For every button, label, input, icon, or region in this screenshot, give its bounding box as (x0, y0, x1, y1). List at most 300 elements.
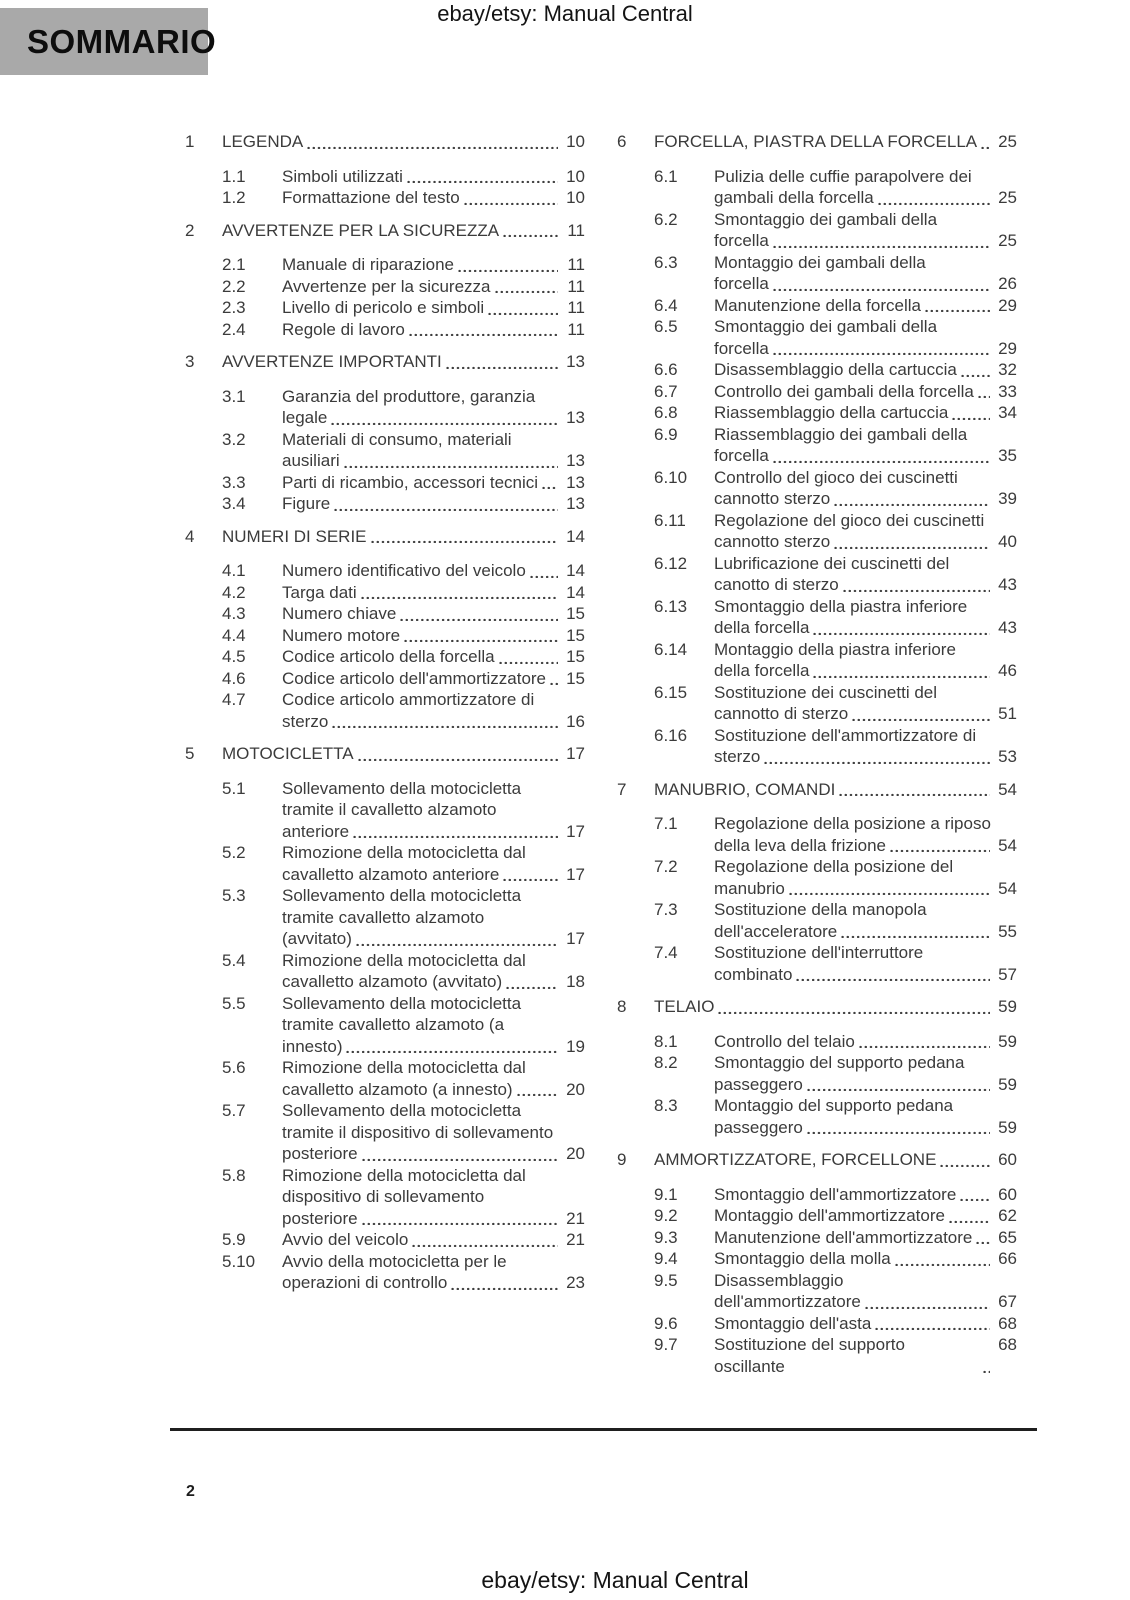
toc-entry-title (282, 1165, 585, 1230)
toc-entry-page: 40 (998, 532, 1017, 551)
toc-title-line: dispositivo di sollevamento (282, 1187, 485, 1206)
toc-entry-page: 33 (998, 381, 1017, 401)
toc-entry-number: 6.16 (654, 725, 688, 745)
toc-chapter-page: 60 (998, 1150, 1017, 1169)
toc-entry[interactable] (185, 297, 585, 319)
dot-leader (894, 1262, 990, 1266)
toc-entry-number: 5.7 (222, 1101, 246, 1120)
dot-leader (450, 1286, 558, 1290)
toc-title-text: Codice articolo della forcella (282, 647, 495, 666)
toc-entry-title (282, 646, 585, 668)
toc-entry-number: 8.1 (654, 1031, 678, 1051)
toc-entry[interactable] (617, 899, 1017, 942)
dot-leader (959, 1197, 990, 1201)
toc-entry[interactable] (617, 596, 1017, 639)
toc-entry[interactable] (617, 856, 1017, 899)
toc-entry-page: 55 (998, 921, 1017, 941)
toc-entry[interactable] (617, 424, 1017, 467)
toc-entry-number: 2.3 (222, 298, 246, 317)
dot-leader (541, 485, 558, 489)
toc-entry-page: 11 (567, 319, 585, 339)
toc-entry[interactable] (185, 429, 585, 472)
toc-title-lastline (714, 1117, 1017, 1139)
toc-entry[interactable] (185, 166, 585, 188)
dot-leader (939, 1163, 990, 1167)
dot-leader (858, 1044, 990, 1048)
toc-entry-title (714, 381, 1017, 403)
toc-entry[interactable] (617, 1227, 1017, 1249)
toc-title-text: forcella (714, 338, 769, 358)
toc-title-lastline (714, 295, 1017, 317)
toc-chapter-page: 13 (566, 352, 585, 371)
toc-entry-page: 57 (998, 964, 1017, 984)
toc-title-lastline (714, 531, 1017, 553)
toc-title-line: Disassemblaggio (714, 1270, 844, 1290)
toc-entry[interactable] (185, 472, 585, 494)
toc-entry-title (282, 254, 585, 276)
toc-title-text: ausiliari (282, 451, 340, 470)
toc-entry-number: 6.5 (654, 317, 678, 336)
toc-title-line: Regolazione della posizione a riposo (714, 814, 991, 833)
toc-chapter[interactable] (617, 1149, 1017, 1171)
toc-entry-title (282, 603, 585, 625)
toc-chapter[interactable] (185, 220, 585, 242)
toc-entry-number: 5.2 (222, 843, 246, 862)
toc-title-text: Disassemblaggio della cartuccia (714, 360, 957, 379)
toc-title-lastline (714, 187, 1017, 209)
toc-entry[interactable] (617, 553, 1017, 596)
toc-entry-title (282, 1251, 585, 1294)
toc-chapter[interactable] (185, 351, 585, 373)
toc-entry-title (714, 682, 1017, 725)
toc-title-lastline (714, 1031, 1017, 1053)
toc-title-line: Sollevamento della motocicletta (282, 886, 522, 905)
toc-title-text: AMMORTIZZATORE, FORCELLONE (654, 1150, 937, 1169)
dot-leader (408, 332, 558, 336)
toc-chapter-page: 14 (566, 526, 585, 546)
toc-chapter-page: 11 (567, 220, 585, 240)
toc-entry-title (282, 1057, 585, 1100)
toc-entry[interactable] (185, 1057, 585, 1100)
toc-title-text: NUMERI DI SERIE (222, 526, 367, 546)
toc-title-lastline (714, 1334, 1017, 1377)
toc-title-lastline (282, 450, 585, 472)
toc-entry-number: 2.1 (222, 255, 246, 274)
dot-leader (806, 1130, 990, 1134)
toc-title-text: anteriore (282, 821, 350, 841)
toc-title-lastline (714, 660, 1017, 682)
toc-entry[interactable] (617, 942, 1017, 985)
toc-entry-number: 2.2 (222, 276, 246, 296)
toc-entry-page: 17 (566, 929, 585, 948)
dot-leader (361, 1221, 558, 1225)
toc-entry[interactable] (617, 359, 1017, 381)
toc-title-line: Sollevamento della motocicletta (282, 1101, 522, 1120)
toc-title-lastline (714, 1291, 1017, 1313)
toc-chapter-number: 3 (185, 352, 195, 371)
toc-entry[interactable] (617, 639, 1017, 682)
toc-title-line: Rimozione della motocicletta dal (282, 1058, 526, 1077)
toc-entry-title (282, 842, 585, 885)
toc-entry-number: 5.8 (222, 1165, 246, 1185)
toc-entry-page: 13 (566, 451, 585, 470)
toc-entry-page: 20 (566, 1079, 585, 1099)
toc-entry-title (714, 1031, 1017, 1053)
toc-entry-number: 1.2 (222, 188, 246, 207)
toc-entry-page: 62 (998, 1206, 1017, 1225)
dot-leader (982, 1369, 990, 1373)
toc-entry-number: 9.6 (654, 1313, 678, 1333)
toc-title-text: FORCELLA, PIASTRA DELLA FORCELLA (654, 132, 978, 151)
toc-entry[interactable] (185, 493, 585, 515)
toc-title-line: Regolazione del gioco dei cuscinetti (714, 510, 985, 530)
toc-title-lastline (714, 746, 1017, 768)
toc-title-lastline (714, 617, 1017, 639)
toc-title-lastline (282, 407, 585, 429)
toc-entry-page: 14 (566, 561, 585, 580)
dot-leader (874, 1326, 990, 1330)
toc-title-line: Sostituzione dei cuscinetti del (714, 682, 938, 702)
toc-title-text: Numero identificativo del veicolo (282, 561, 526, 580)
toc-title-lastline (282, 603, 585, 625)
toc-entry-page: 17 (566, 821, 585, 841)
toc-entry[interactable] (617, 813, 1017, 856)
toc-entry-page: 35 (998, 446, 1017, 465)
dot-leader (838, 792, 990, 796)
toc-entry[interactable] (617, 682, 1017, 725)
toc-entry[interactable] (185, 885, 585, 950)
dot-leader (505, 985, 558, 989)
toc-entry-page: 11 (567, 255, 585, 274)
toc-title-line: Materiali di consumo, materiali (282, 429, 512, 449)
toc-title-text: Targa dati (282, 582, 357, 602)
toc-entry-number: 5.6 (222, 1058, 246, 1077)
dot-leader (549, 681, 558, 685)
toc-entry[interactable] (617, 402, 1017, 424)
toc-title-lastline (714, 1184, 1017, 1206)
toc-title-lastline (714, 1313, 1017, 1335)
toc-entry-number: 7.4 (654, 943, 678, 962)
toc-chapter-page: 54 (998, 779, 1017, 799)
toc-entry-title (714, 899, 1017, 942)
toc-entry-number: 4.7 (222, 690, 246, 709)
toc-entry-number: 6.15 (654, 682, 688, 702)
toc-title-line: Sostituzione dell'ammortizzatore di (714, 725, 977, 745)
toc-column-right (617, 131, 1017, 1377)
toc-title-lastline (222, 526, 585, 548)
toc-entry-page: 11 (567, 276, 585, 296)
toc-entry[interactable] (617, 1270, 1017, 1313)
toc-title-text: Simboli utilizzati (282, 166, 403, 186)
toc-entry-page: 29 (998, 338, 1017, 358)
toc-chapter-title (654, 1149, 1017, 1171)
toc-entry[interactable] (185, 778, 585, 843)
toc-entry-page: 60 (998, 1184, 1017, 1204)
toc-entry-title (714, 856, 1017, 899)
toc-entry[interactable] (617, 166, 1017, 209)
toc-title-text: AVVERTENZE IMPORTANTI (222, 352, 442, 371)
toc-title-lastline (714, 359, 1017, 381)
toc-title-lastline (282, 928, 585, 950)
dot-leader (975, 1240, 990, 1244)
dot-leader (717, 1010, 990, 1014)
toc-chapter-number: 7 (617, 779, 627, 799)
sommario-banner (0, 8, 217, 75)
toc-entry-number: 5.5 (222, 993, 246, 1013)
toc-title-line: Sollevamento della motocicletta (282, 778, 522, 798)
toc-chapter-number: 4 (185, 526, 195, 546)
dot-leader (840, 934, 990, 938)
toc-entry[interactable] (617, 381, 1017, 403)
toc-title-lastline (282, 1208, 585, 1230)
toc-title-text: forcella (714, 231, 769, 250)
dot-leader (772, 351, 990, 355)
toc-entry[interactable] (185, 276, 585, 298)
toc-title-text: Codice articolo dell'ammortizzatore (282, 668, 547, 688)
toc-title-lastline (282, 560, 585, 582)
toc-entry-number: 3.2 (222, 429, 246, 449)
toc-title-text: Numero motore (282, 625, 401, 645)
toc-title-text: della forcella (714, 661, 810, 680)
toc-title-line: Montaggio della piastra inferiore (714, 639, 956, 659)
toc-entry-number: 6.3 (654, 252, 678, 272)
toc-entry-number: 6.6 (654, 360, 678, 379)
toc-chapter-page: 59 (998, 997, 1017, 1016)
toc-title-text: cavalletto alzamoto (a innesto) (282, 1079, 513, 1099)
toc-entry[interactable] (185, 560, 585, 582)
dot-leader (502, 877, 558, 881)
toc-title-lastline (282, 582, 585, 604)
toc-title-lastline (714, 338, 1017, 360)
toc-title-text: sterzo (714, 747, 761, 766)
toc-title-lastline (282, 493, 585, 515)
toc-title-lastline (282, 254, 585, 276)
toc-entry-title (714, 1205, 1017, 1227)
dot-leader (357, 757, 558, 761)
toc-entry[interactable] (617, 295, 1017, 317)
toc-entry[interactable] (617, 1031, 1017, 1053)
toc-entry-page: 16 (566, 711, 585, 731)
toc-entry[interactable] (617, 316, 1017, 359)
toc-entry[interactable] (185, 646, 585, 668)
toc-entry-number: 3.1 (222, 386, 246, 406)
toc-entry-title (714, 1248, 1017, 1270)
toc-entry[interactable] (185, 950, 585, 993)
toc-chapter[interactable] (185, 526, 585, 548)
toc-entry[interactable] (617, 725, 1017, 768)
toc-title-lastline (714, 488, 1017, 510)
header-title: ebay/etsy: Manual Central (437, 1, 693, 26)
toc-entry-page: 21 (566, 1208, 585, 1228)
dot-leader (355, 942, 558, 946)
toc-entry[interactable] (185, 993, 585, 1058)
toc-title-lastline (282, 187, 585, 209)
toc-title-text: della forcella (714, 618, 810, 637)
toc-title-lastline (282, 864, 585, 886)
toc-entry-title (714, 1313, 1017, 1335)
toc-title-text: Livello di pericolo e simboli (282, 298, 485, 317)
toc-title-line: Montaggio dei gambali della (714, 252, 926, 272)
toc-entry[interactable] (185, 689, 585, 732)
toc-entry[interactable] (185, 1251, 585, 1294)
dot-leader (977, 394, 990, 398)
toc-title-text: posteriore (282, 1144, 358, 1163)
toc-title-line: Rimozione della motocicletta dal (282, 843, 526, 862)
toc-title-text: cannotto sterzo (714, 532, 831, 551)
toc-chapter[interactable] (617, 131, 1017, 153)
page-number: 2 (186, 1483, 195, 1500)
toc-title-text: AVVERTENZE PER LA SICUREZZA (222, 220, 500, 240)
toc-entry[interactable] (617, 1248, 1017, 1270)
toc-entry[interactable] (185, 842, 585, 885)
toc-entry[interactable] (185, 603, 585, 625)
toc-entry[interactable] (185, 1100, 585, 1165)
dot-leader (333, 507, 558, 511)
dot-leader (851, 717, 990, 721)
toc-entry[interactable] (617, 209, 1017, 252)
toc-entry-page: 39 (998, 489, 1017, 508)
toc-entry-number: 9.1 (654, 1184, 678, 1204)
toc-entry[interactable] (185, 582, 585, 604)
toc-title-lastline (714, 835, 1017, 857)
toc-entry-title (282, 885, 585, 950)
dot-leader (842, 588, 990, 592)
toc-title-lastline (282, 646, 585, 668)
toc-title-text: forcella (714, 446, 769, 465)
toc-entry-title (714, 813, 1017, 856)
toc-title-text: innesto) (282, 1036, 343, 1056)
toc-entry-title (282, 668, 585, 690)
toc-title-lastline (282, 276, 585, 298)
toc-chapter[interactable] (185, 743, 585, 765)
toc-entry-page: 54 (998, 835, 1017, 855)
toc-entry-title (282, 187, 585, 209)
toc-title-text: cannotto di sterzo (714, 704, 849, 723)
toc-entry-number: 8.3 (654, 1096, 678, 1115)
toc-entry-title (282, 429, 585, 472)
toc-entry[interactable] (617, 252, 1017, 295)
toc-title-line: Garanzia del produttore, garanzia (282, 386, 536, 406)
toc-entry[interactable] (617, 1205, 1017, 1227)
toc-entry[interactable] (617, 510, 1017, 553)
toc-entry-page: 15 (566, 668, 585, 688)
toc-entry-number: 9.4 (654, 1249, 678, 1268)
toc-title-lastline (654, 996, 1017, 1018)
toc-title-text: combinato (714, 964, 793, 984)
toc-title-lastline (714, 445, 1017, 467)
toc-entry-number: 6.11 (654, 510, 686, 530)
toc-entry[interactable] (617, 1334, 1017, 1377)
toc-entry-title (714, 1227, 1017, 1249)
toc-entry-page: 65 (998, 1227, 1017, 1247)
toc-entry-title (714, 1334, 1017, 1377)
toc-entry-page: 59 (998, 1117, 1017, 1137)
toc-title-lastline (282, 668, 585, 690)
toc-title-line: Rimozione della motocicletta dal (282, 1165, 526, 1185)
toc-title-text: manubrio (714, 878, 785, 898)
toc-entry-title (282, 493, 585, 515)
toc-entry-page: 15 (566, 625, 585, 645)
toc-entry-number: 5.10 (222, 1251, 256, 1271)
toc-title-text: Avvertenze per la sicurezza (282, 276, 491, 296)
toc-title-lastline (714, 1227, 1017, 1249)
toc-title-text: Manutenzione dell'ammortizzatore (714, 1227, 973, 1247)
toc-entry-title (714, 510, 1017, 553)
toc-entry[interactable] (617, 1313, 1017, 1335)
toc-entry[interactable] (617, 1052, 1017, 1095)
toc-entry-page: 53 (998, 747, 1017, 766)
toc-entry-page: 18 (566, 972, 585, 991)
toc-chapter-number: 8 (617, 997, 627, 1016)
toc-title-text: forcella (714, 274, 769, 293)
toc-title-line: Regolazione della posizione del (714, 857, 954, 876)
toc-entry[interactable] (185, 319, 585, 341)
toc-title-text: (avvitato) (282, 929, 352, 948)
toc-entry[interactable] (617, 1184, 1017, 1206)
toc-entry-page: 51 (998, 704, 1017, 723)
toc-entry-page: 13 (566, 494, 585, 513)
toc-entry-number: 6.9 (654, 424, 678, 444)
toc-title-text: Montaggio dell'ammortizzatore (714, 1206, 945, 1225)
toc-entry-page: 25 (998, 188, 1017, 207)
toc-entry[interactable] (617, 1095, 1017, 1138)
toc-chapter-number: 9 (617, 1150, 627, 1169)
toc-title-line: Rimozione della motocicletta dal (282, 950, 526, 970)
toc-entry-number: 4.1 (222, 561, 246, 580)
toc-title-lastline (714, 878, 1017, 900)
toc-entry-page: 23 (566, 1273, 585, 1292)
toc-chapter[interactable] (617, 996, 1017, 1018)
toc-title-line: Smontaggio dei gambali della (714, 317, 938, 336)
toc-title-text: Numero chiave (282, 604, 397, 623)
toc-title-line: Smontaggio della piastra inferiore (714, 596, 968, 616)
toc-entry-number: 9.2 (654, 1206, 678, 1225)
toc-entry-number: 6.1 (654, 166, 678, 186)
toc-entry-title (714, 1184, 1017, 1206)
toc-title-lastline (282, 1143, 585, 1165)
toc-entry-page: 25 (998, 231, 1017, 250)
toc-chapter[interactable] (185, 131, 585, 153)
dot-leader (812, 674, 990, 678)
footer-title: ebay/etsy: Manual Central (481, 1567, 749, 1593)
toc-entry-title (714, 725, 1017, 768)
toc-entry-number: 9.5 (654, 1270, 678, 1290)
dot-leader (345, 1049, 558, 1053)
dot-leader (330, 421, 558, 425)
toc-entry[interactable] (617, 467, 1017, 510)
toc-entry[interactable] (185, 1165, 585, 1230)
toc-chapter[interactable] (617, 779, 1017, 801)
toc-entry[interactable] (185, 1229, 585, 1251)
footer-divider (170, 1428, 1037, 1431)
toc-entry[interactable] (185, 254, 585, 276)
toc-entry[interactable] (185, 625, 585, 647)
toc-entry-number: 5.3 (222, 886, 246, 905)
toc-entry-number: 9.7 (654, 1335, 678, 1354)
toc-title-text: Smontaggio dell'ammortizzatore (714, 1184, 957, 1204)
toc-entry-number: 7.3 (654, 900, 678, 919)
toc-title-text: Smontaggio dell'asta (714, 1313, 872, 1333)
toc-entry[interactable] (185, 386, 585, 429)
toc-entry[interactable] (185, 668, 585, 690)
dot-leader (806, 1087, 990, 1091)
toc-title-text: Controllo dei gambali della forcella (714, 381, 974, 401)
toc-entry-title (282, 1100, 585, 1165)
toc-entry-number: 5.9 (222, 1230, 246, 1249)
toc-entry-title (714, 1095, 1017, 1138)
toc-entry-number: 6.13 (654, 596, 688, 616)
toc-entry[interactable] (185, 187, 585, 209)
